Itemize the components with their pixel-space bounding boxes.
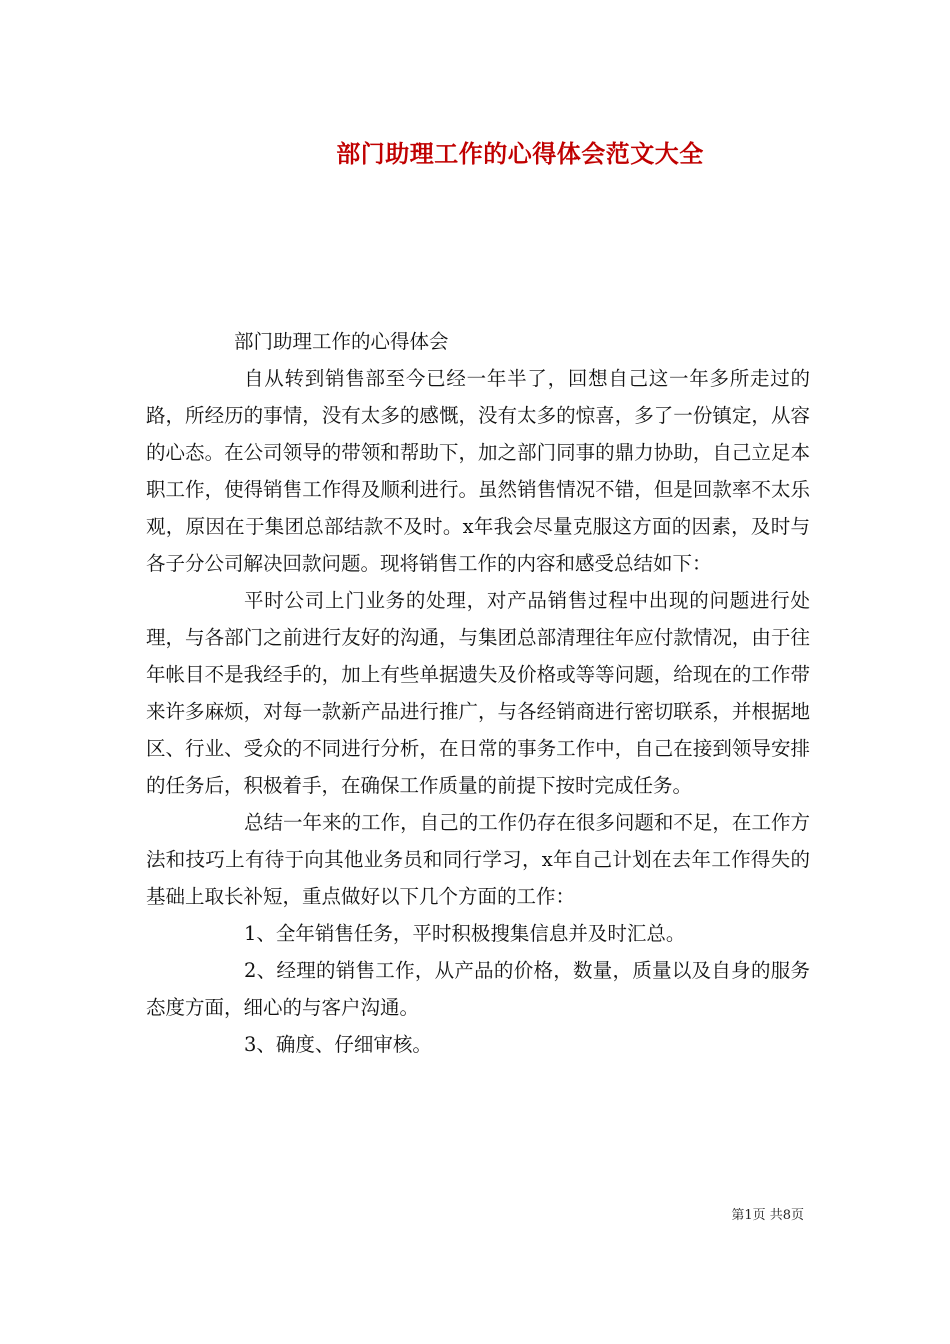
list-item: 2、经理的销售工作，从产品的价格，数量，质量以及自身的服务态度方面，细心的与客户沟通。 <box>146 959 810 1019</box>
page-number-footer: 第1页 共8页 <box>731 1208 804 1223</box>
document-body <box>146 323 810 1063</box>
document-title: 部门助理工作的心得体会范文大全 <box>336 139 704 168</box>
paragraph: 自从转到销售部至今已经一年半了，回想自己这一年多所走过的路，所经历的事情，没有太多的感慨，没有太多的惊喜，多了一份镇定，从容的心态。在公司领导的带领和帮助下，加之部门同事的鼎力协助，自己立足本职工作，使得销售工作得及顺利进行。虽然销售情况不错，但是回款率不太乐观，原因在于集团总部结款不及时。x年我会尽量克服这方面的因素，及时与各子分公司解决回款问题。现将销售工作的内容和感受总结如下： <box>146 367 810 575</box>
paragraph: 平时公司上门业务的处理，对产品销售过程中出现的问题进行处理，与各部门之前进行友好的沟通，与集团总部清理往年应付款情况，由于往年帐目不是我经手的，加上有些单据遗失及价格或等等问题，给现在的工作带来许多麻烦，对每一款新产品进行推广，与各经销商进行密切联系，并根据地区、行业、受众的不同进行分析，在日常的事务工作中，自己在接到领导安排的任务后，积极着手，在确保工作质量的前提下按时完成任务。 <box>146 589 810 797</box>
list-item: 3、确度、仔细审核。 <box>244 1033 432 1056</box>
list-item: 1、全年销售任务，平时积极搜集信息并及时汇总。 <box>244 922 686 945</box>
paragraph: 总结一年来的工作，自己的工作仍存在很多问题和不足，在工作方法和技巧上有待于向其他业务员和同行学习，x年自己计划在去年工作得失的基础上取长补短，重点做好以下几个方面的工作： <box>146 811 810 908</box>
section-subheading: 部门助理工作的心得体会 <box>234 330 449 353</box>
